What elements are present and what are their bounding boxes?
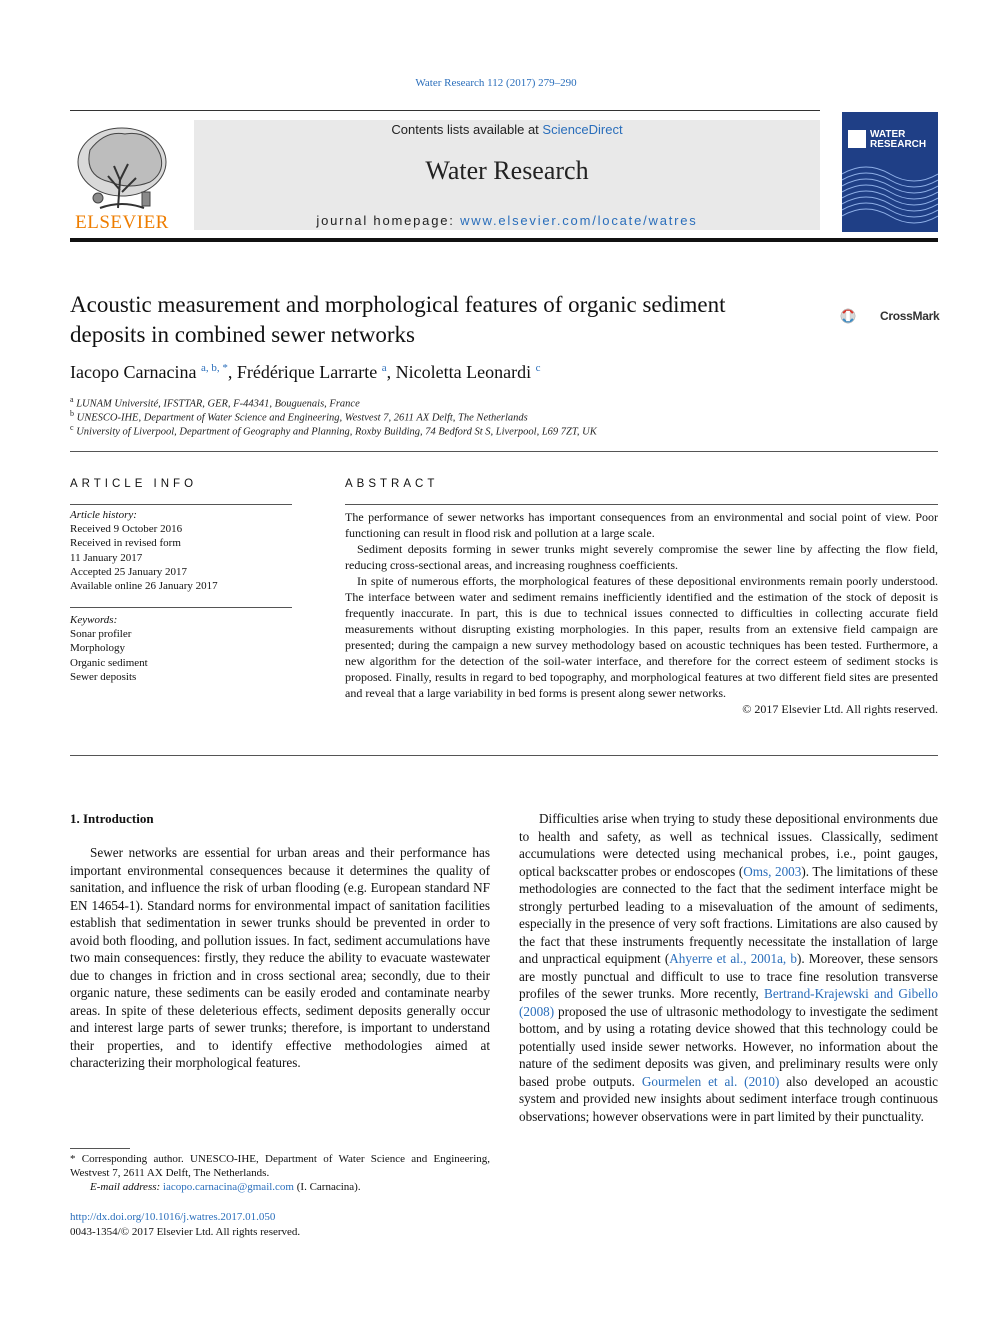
history-item: Available online 26 January 2017 [70,580,218,593]
author-name[interactable]: Iacopo Carnacina [70,362,197,382]
issn-copyright: 0043-1354/© 2017 Elsevier Ltd. All rights reserved. [70,1226,301,1238]
affiliation-text: University of Liverpool, Department of Geography and Planning, Roxby Building, 74 Bedford St S, Liverpool, L69 7ZT, UK [76,426,597,438]
email-suffix: (I. Carnacina). [294,1181,361,1193]
body-text: Difficulties arise when trying to study these depositional environments due to health and safety, as well as technical issues. Classically, sediment accumulations were detected using mechanical probes, i.e., point gauges, optical backscatter probes or endoscopes ( [519,811,938,879]
crossmark-icon[interactable] [840,295,880,337]
body-text: ). The limitations of these methodologies are connected to the fact that the sediment interface might be strongly perturbed leading to a misevaluation of the amount of sediments, especially in the presence of very soft fractions. Limitations are also caused by the fact that these instruments frequently necessitate the installation of large and unpractical equipment ( [519,863,938,966]
header-thick-rule [70,238,938,242]
intro-paragraph-right [519,810,938,1125]
cover-title-line1: WATER [870,129,906,140]
homepage-prefix: journal homepage: [316,213,461,228]
divider [345,504,938,505]
keyword-item: Organic sediment [70,656,148,669]
author-name[interactable]: Frédérique Larrarte [236,362,378,382]
keywords [70,613,148,684]
email-label: E-mail address: [90,1181,163,1193]
affiliation-text: UNESCO-IHE, Department of Water Science and Engineering, Westvest 7, 2611 AX Delft, The Netherlands [76,412,528,424]
affiliation-mark: a [70,395,74,404]
top-rule [70,110,820,111]
history-item: 11 January 2017 [70,551,143,564]
divider [70,755,938,756]
affiliation-c [70,423,597,438]
abstract-copyright: © 2017 Elsevier Ltd. All rights reserved. [742,702,938,716]
email-line [90,1181,361,1193]
contents-line [194,122,820,137]
doi-link[interactable]: http://dx.doi.org/10.1016/j.watres.2017.01.050 [70,1211,276,1223]
article-title: Acoustic measurement and morphological features of organic sediment deposits in combined sewer networks [70,292,726,347]
affiliation-mark: c [70,423,74,432]
contents-prefix: Contents lists available at [391,122,543,137]
journal-cover-thumbnail[interactable] [842,112,938,232]
journal-title: Water Research [425,156,589,185]
email-link[interactable]: iacopo.carnacina@gmail.com [162,1181,294,1193]
crossmark-label[interactable]: CrossMark [880,309,940,323]
citation-link[interactable]: Oms, 2003 [743,863,802,879]
citation-link[interactable]: Gourmelen et al. (2010) [641,1073,780,1089]
article-history [70,508,218,593]
citation-link[interactable]: Ahyerre et al., 2001a, b [669,951,798,966]
cover-title [870,130,926,150]
intro-paragraph: Sewer networks are essential for urban areas and their performance has important environmental consequences because it determines the quality of sanitation, and influence the risk of urban flooding (e.g. European standard NF EN 14654-1). Standard norms for environmental impact of sanitation facilities establish that sedimentation in sewer trunks should be prevented in order to avoid both flooding, and pollution issues. In fact, sediment accumulations have two main consequences: firstly, they reduce the ability to evacuate wastewater due to changes in friction and in cross sectional area; secondly, due to their organic nature, these sediments can be easily eroded and contaminate nearby areas. In spite of these deleterious effects, sediment deposits generally occur and interest large parts of sewer trunks; therefore, is important to understand their properties, and to identify effective methodologies aimed at characterizing their morphological features. [70,845,490,1070]
history-item: Received 9 October 2016 [70,523,183,536]
history-label: Article history: [70,509,137,521]
author-affil-marks[interactable]: a [381,362,387,374]
homepage-link[interactable]: www.elsevier.com/locate/watres [460,213,698,228]
affiliation-a [70,395,360,410]
author-affil-marks[interactable]: a, b, * [200,362,228,374]
article-info-heading: ARTICLE INFO [70,478,198,490]
body-text: proposed the use of ultrasonic methodology to investigate the sediment bottom, and by using a rotating device showed that this technology could be potentially used inside sewer networks. However, no information about the nature of the sediment deposits was given, and preliminary results were only based probe outputs. [519,1003,938,1089]
keyword-item: Sewer deposits [70,670,137,683]
history-item: Accepted 25 January 2017 [70,565,187,578]
abstract-paragraph: In spite of numerous efforts, the morphological features of these depositional environments remain poorly understood. The interface between water and sediment remains inefficiently identified and the estimation of the stock of deposit is frequently inaccurate. In part, this is due to technical issues connected to difficulties in collecting accurate field measurements without disrupting existing morphologies. In this paper, results from an extensive field campaign are presented; during the campaign a new survey methodology based on acoustic techniques has been tested. Furthermore, a new algorithm for the detection of the soil-water interface, and therefore for the correct esteem of sediment stocks is proposed. Finally, results in regard to bed topography, and morphological features at two different field sites are presented and reveal that a large variability in bed forms is present along sewer networks. [345,574,938,700]
abstract-paragraph: The performance of sewer networks has important consequences from an environmental and social point of view. Poor functioning can result in flood risk and pollution at a large scale. [345,510,938,540]
divider [70,504,292,505]
author-name[interactable]: Nicoletta Leonardi [395,362,532,382]
author-list: Iacopo Carnacina $^{a, b, *}$, Frédérique Larrarte $^a$, Nicoletta Leonardi $^c$ [70,362,541,382]
body-text: also developed an acoustic system and provided new insights about sediment interface trough continuous observations; however observations were in part limited by their punctuality. [519,1073,938,1124]
elsevier-wordmark: ELSEVIER [75,212,169,233]
corresponding-author-footnote: * Corresponding author. UNESCO-IHE, Department of Water Science and Engineering, Westvest 7, 2611 AX Delft, The Netherlands. [70,1153,490,1180]
abstract-paragraph: Sediment deposits forming in sewer trunks might severely compromise the sewer line by affecting the flow field, reducing cross-sectional areas, and increasing roughness coefficients. [345,542,938,572]
divider [70,607,292,608]
affiliation-text: LUNAM Université, IFSTTAR, GER, F-44341, Bouguenais, France [76,398,360,410]
section-heading-introduction: 1. Introduction [70,811,154,826]
author-affil-marks[interactable]: c [535,362,541,374]
keyword-item: Sonar profiler [70,628,132,641]
homepage-line [194,213,820,228]
affiliation-mark: b [70,409,74,418]
abstract-body [345,509,938,717]
sciencedirect-link[interactable]: ScienceDirect [542,122,623,137]
body-text: ). Moreover, these sensors are mostly punctual and difficult to use to trace fine resolution transverse profiles of the sewer trunks. More recently, [519,951,938,1001]
keywords-label: Keywords: [70,614,118,626]
cover-title-line2: RESEARCH [870,139,927,150]
history-item: Received in revised form [70,537,181,550]
divider [70,451,938,452]
footnote-rule [70,1148,130,1149]
citation-link[interactable]: Bertrand-Krajewski and Gibello (2008) [519,986,938,1019]
affiliation-b [70,409,528,424]
abstract-heading: ABSTRACT [345,478,439,490]
journal-reference[interactable]: Water Research 112 (2017) 279–290 [415,77,577,89]
keyword-item: Morphology [70,642,125,655]
